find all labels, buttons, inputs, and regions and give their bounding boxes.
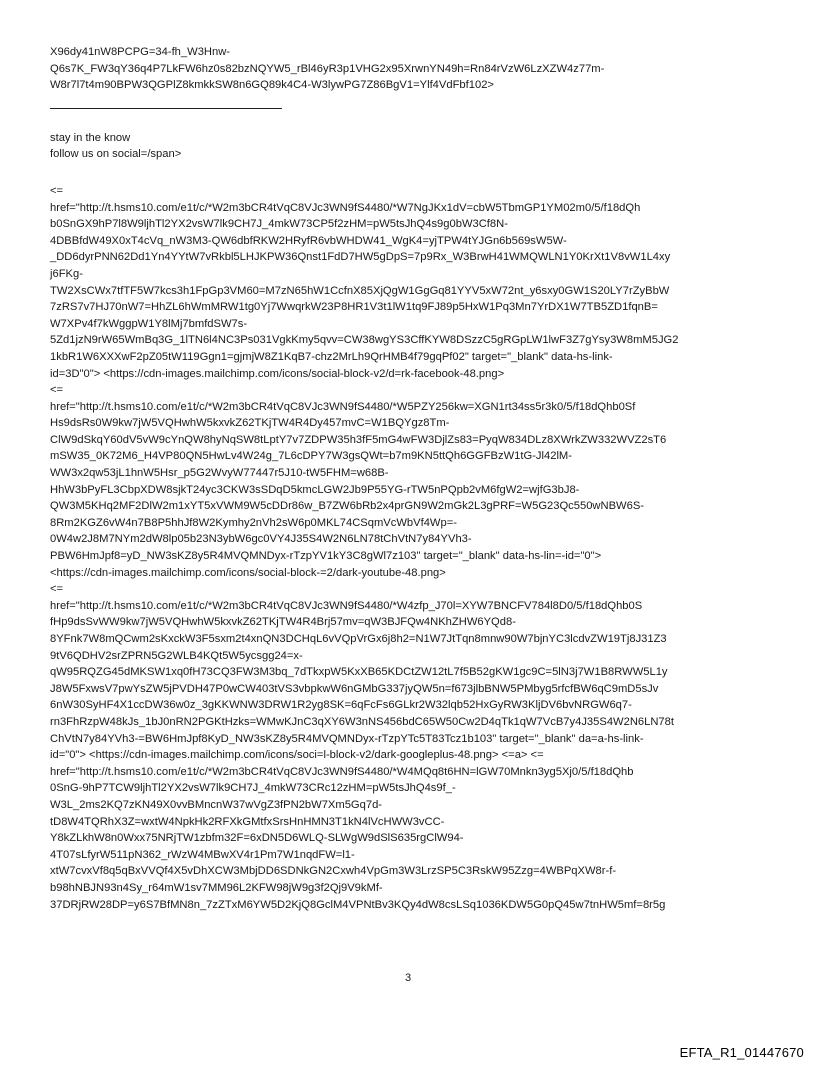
source-line: 4DBBfdW49X0xT4cVq_nW3M3-QW6dbfRKW2HRyfR6vbWHDW41_WgK4=yjTPW4tYJGn6b569sW5W-: [50, 234, 567, 247]
source-line: 0W4w2J8M7NYm2dW8lp05b23N3ybW6gc0VY4J35S4W2N6LN78tChVtN7y84YVh3-: [50, 533, 472, 546]
source-line: id=3D"0"> <https://cdn-images.mailchimp.com/icons/social-block-v2/d=rk-facebook-48.png>: [50, 367, 505, 380]
encoded-url-block: [50, 44, 770, 94]
source-line: 7zRS7v7HJ70nW7=HhZL6hWmMRW1tg0Yj7WwqrkW23P8HR1V3t1lW1tq9FJ89p5HxW1Pq3Mn7YrDX1W7TB5ZD1fqnB=: [50, 301, 658, 314]
social-section: [50, 130, 770, 163]
source-line: PBW6HmJpf8=yD_NW3sKZ8y5R4MVQMNDyx-rTzpYV1kY3C8gWl7z103" target="_blank" data-hs-lin=-id="0">: [50, 550, 602, 563]
document-id: EFTA_R1_01447670: [679, 1045, 804, 1060]
source-line: 8Rm2KGZ6vW4n7B8P5hhJf8W2Kymhy2nVh2sW6p0MKL74CSqmVcWbVf4Wp=-: [50, 516, 457, 529]
source-line: <https://cdn-images.mailchimp.com/icons/social-block-=2/dark-youtube-48.png>: [50, 566, 446, 579]
source-line: _DD6dyrPNN62Dd1Yn4YYtW7vRkbl5LHJKPW36Qnst1FdD7HW5gDpS=7p9Rx_W3BrwH41WMQWLN1Y0KrXt1V8vW1L4xy: [50, 251, 671, 264]
source-line: W3L_2ms2KQ7zKN49X0vvBMncnW37wVgZ3fPN2bW7Xm5Gq7d-: [50, 798, 383, 811]
horizontal-rule: [50, 108, 282, 109]
source-line: b0SnGX9hP7l8W9ljhTl2YX2vsW7lk9CH7J_4mkW73CP5f2zHM=pW5tsJhQ4s9g0bW3Cf8N-: [50, 218, 508, 231]
source-line: ChVtN7y84YVh3-=BW6HmJpf8KyD_NW3sKZ8y5R4MVQMNDyx-rTzpYTc5T83Tcz1b103" target="_blank" da=a-hs-link-: [50, 732, 644, 745]
source-line: href="http://t.hsms10.com/e1t/c/*W2m3bCR4tVqC8VJc3WN9fS4480/*W5PZY256kw=XGN1rt34ss5r3k0/5/f18dQhb0Sf: [50, 400, 636, 413]
source-line: xtW7cvxVf8q5qBxVVQf4X5vDhXCW3MbjDD6SDNkGN2Cxwh4VpGm3W3LrzSP5C3RskW95Zzg=4WBPqXW8r-f-: [50, 865, 617, 878]
source-line: j6FKg-: [50, 267, 83, 280]
source-line: fHp9dsSvWW9kw7jW5VQHwhW5kxvkZ62TKjTW4R4Brj57mv=qW3BJFQw4NKhZHW6YQd8-: [50, 616, 516, 629]
source-line: qW95RQZG45dMKSW1xq0fH73CQ3FW3M3bq_7dTkxpW5KxXB65KDCtZW12tL7f5B52gKW1gc9C=5lN3j7W1B8RWW5L1y: [50, 666, 668, 679]
source-line: J8W5FxwsV7pwYsZW5jPVDH47P0wCW403tVS3vbpkwW6nGMbG337jyQW5n=f673jlbBNW5PMbyg5rfcfBW6qC9mD5sJv: [50, 682, 659, 695]
source-line: 8YFnk7W8mQCwm2sKxckW3F5sxm2t4xnQN3DCHqL6vVQpVrGx6j8h2=N1W7JtTqn8mnw90W7bjnYC3lcdvZW19Tj8J31Z3: [50, 633, 667, 645]
source-line: mSW35_0K72M6_H4VP80QN5HwLv4W24g_7L6cDPY7W3gsQWt=b7m9KN5ttQh6GGFBzW1tG-Jl42lM-: [50, 450, 572, 463]
document-body: [50, 44, 770, 913]
source-line: href="http://t.hsms10.com/e1t/c/*W2m3bCR4tVqC8VJc3WN9fS4480/*W4zfp_J70l=XYW7BNCFV784l8D0/5/f18dQhb0S: [50, 599, 643, 612]
source-line: id="0"> <https://cdn-images.mailchimp.com/icons/soci=l-block-v2/dark-googleplus-48.png> <=a> <=: [50, 749, 544, 762]
page-number: 3: [404, 972, 412, 984]
source-line: b98hNBJN93n4Sy_r64mW1sv7MM96L2KFW98jW9g3f2Qj9V9kMf-: [50, 881, 383, 894]
text-line: X96dy41nW8PCPG=34-fh_W3Hnw-: [50, 46, 231, 58]
source-line: <=: [50, 184, 64, 197]
source-line: WW3x2qw53jL1hnW5Hsr_p5G2WvyW77447r5J10-tW5FHM=w68B-: [50, 467, 389, 480]
source-line: Y8kZLkhW8n0Wxx75NRjTW1zbfm32F=6xDN5D6WLQ-SLWgW9dSlS635rgClW94-: [50, 832, 464, 845]
source-line: 0SnG-9hP7TCW9ljhTl2YX2vsW7lk9CH7J_4mkW73CRc12zHM=pW5tsJhQ4s9f_-: [50, 782, 456, 795]
source-line: tD8W4TQRhX3Z=wxtW4NpkHk2RFXkGMtfxSrsHnHMN3T1kN4lVcHWW3vCC-: [50, 815, 445, 828]
source-line: <=: [50, 583, 64, 596]
source-line: HhW3bPyFL3CbpXDW8sjkT24yc3CKW3sSDqD5kmcLGW2Jb9P55YG-rTW5nPQpb2vM6fgW2=wjfG3bJ8-: [50, 483, 580, 496]
source-line: 5Zd1jzN9rW65WmBq3G_1lTN6l4NC3Ps031VgkKmy5qvv=CW38wgYS3CffKYW8DSzzC5gRGpLW1lwF3Z7gYsy3W8mM5JG2: [50, 334, 679, 347]
source-line: href="http://t.hsms10.com/e1t/c/*W2m3bCR4tVqC8VJc3WN9fS4480/*W4MQq8t6HN=lGW70Mnkn3yg5Xj0/5/f18dQhb: [50, 765, 634, 778]
source-line: <=: [50, 384, 64, 397]
source-line: 6nW30SyHF4X1ccDW36w0z_3gKKWNW3DRW1R2yg8SK=6qFcFs6GLkr2W32lqb52HxGyRW3KljDV6bvNRGW6q7-: [50, 699, 632, 712]
source-line: 9tV6QDHV2srZPRN5G2WLB4KQt5W5ycsgg24=x-: [50, 649, 303, 662]
source-line: TW2XsCWx7tfTF5W7kcs3h1FpGp3VM60=M7zN65hW1CcfnX85XjQgW1GgGq81YYV5xW72nt_y6sxy0GW1S20LY7rZyBbW: [50, 284, 670, 297]
source-line: rn3FhRzpW48kJs_1bJ0nRN2PGKtHzks=WMwKJnC3qXY6W3nNS456bdC65W50Cw2D4qTk1qW7VcB7y4J35S4W2N6LN78t: [50, 715, 674, 728]
source-line: 37DRjRW28DP=y6S7BfMN8n_7zZTxM6YW5D2KjQ8GclM4VPNtBv3KQy4dW8csLSq1036KDW5G0pQ45w7tnHW5mf=8r5g: [50, 898, 666, 911]
source-line: Hs9dsRs0W9kw7jW5VQHwhW5kxvkZ62TKjTW4R4Dy457mvC=W1BQYgz8Tm-: [50, 417, 450, 430]
source-line: ClW9dSkqY60dV5vW9cYnQW8hyNqSW8tLptY7v7ZDPW35h3fF5mG4wFW3DjlZs83=PyqW834DLz8XWrkZW332WVZ2sT6: [50, 433, 667, 446]
source-line: W7XPv4f7kWggpW1Y8lMj7bmfdSW7s-: [50, 317, 248, 330]
source-line: 4T07sLfyrW511pN362_rWzW4MBwXV4r1Pm7W1nqdFW=l1-: [50, 848, 355, 861]
spacer: [50, 163, 770, 183]
text-line: Q6s7K_FW3qY36q4P7LkFW6hz0s82bzNQYW5_rBl46yR3p1VHG2x95XrwnYN49h=Rn84rVzW6LzXZW4z77m-: [50, 62, 605, 75]
source-line: QW3M5KHq2MF2DlW2m1xYT5xVWM9W5cDDr86w_B7ZW6bRb2x4prGN9W2mGk2L3gPRF=W5G23Qc550wNBW6S-: [50, 500, 645, 513]
source-line: href="http://t.hsms10.com/e1t/c/*W2m3bCR4tVqC8VJc3WN9fS4480/*W7NgJKx1dV=cbW5TbmGP1YM02m0/5/f18dQh: [50, 201, 641, 214]
html-source-block: [50, 183, 770, 913]
text-line: W8r7l7t4m90BPW3QGPlZ8kmkkSW8n6GQ89k4C4-W3lywPG7Z86BgV1=Ylf4VdFbf102>: [50, 79, 494, 92]
text-line: follow us on social=/span>: [50, 148, 182, 161]
source-line: 1kbR1W6XXXwF2pZ05tW119Ggn1=gjmjW8Z1KqB7-chz2MrLh9QrHMB4f79gqPf02" target="_blank" data-hs-link-: [50, 350, 613, 363]
text-line: stay in the know: [50, 131, 131, 144]
